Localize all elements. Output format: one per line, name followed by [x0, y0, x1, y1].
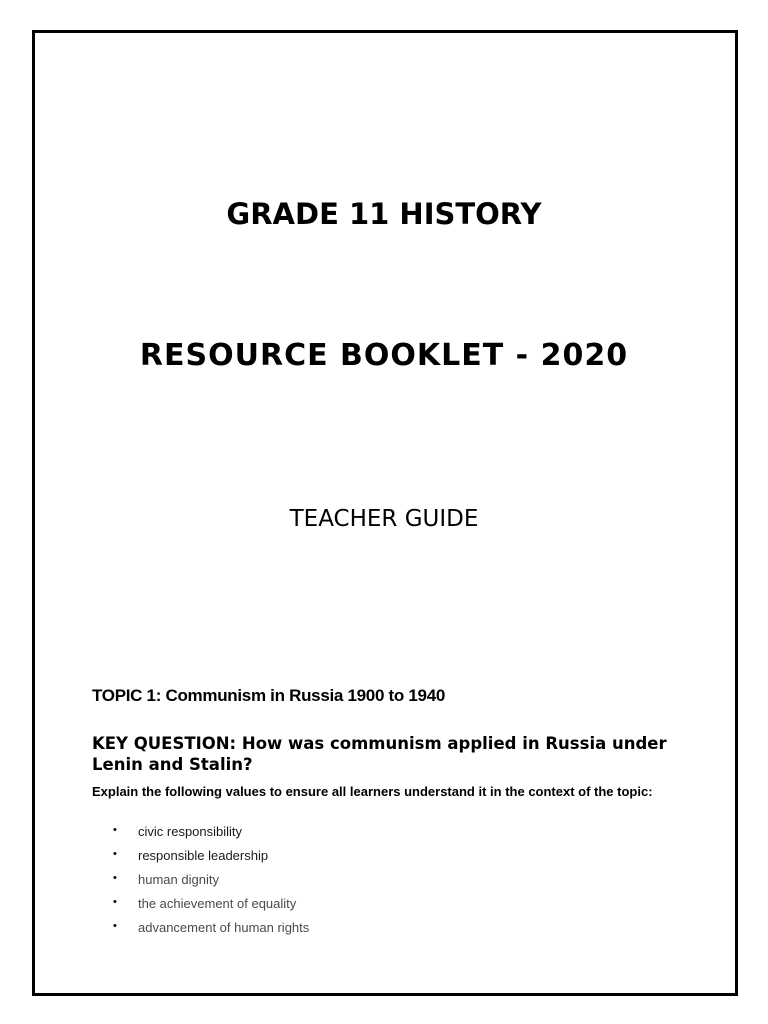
value-item-text: the achievement of equality [138, 896, 297, 911]
bullet-icon: • [113, 824, 117, 836]
value-item-text: responsible leadership [138, 848, 269, 863]
bullet-icon: • [113, 896, 117, 908]
value-item-text: advancement of human rights [138, 920, 310, 935]
teacher-guide-label: TEACHER GUIDE [289, 506, 479, 532]
instruction-text: Explain the following values to ensure all learners understand it in the context of the topic: [92, 784, 653, 799]
list-item [0, 846, 400, 866]
list-item [0, 894, 400, 914]
bullet-icon: • [113, 848, 117, 860]
topic-heading: TOPIC 1: Communism in Russia 1900 to 1940 [92, 686, 446, 705]
value-item-text: civic responsibility [138, 824, 243, 839]
key-question: KEY QUESTION: How was communism applied in Russia under Lenin and Stalin? [92, 734, 667, 774]
bullet-icon: • [113, 920, 117, 932]
list-item [0, 822, 400, 842]
list-item [0, 918, 400, 938]
document-title: GRADE 11 HISTORY [226, 197, 542, 231]
list-item [0, 870, 400, 890]
value-item-text: human dignity [138, 872, 219, 887]
document-subtitle-booklet: RESOURCE BOOKLET - 2020 [139, 338, 629, 373]
bullet-icon: • [113, 872, 117, 884]
